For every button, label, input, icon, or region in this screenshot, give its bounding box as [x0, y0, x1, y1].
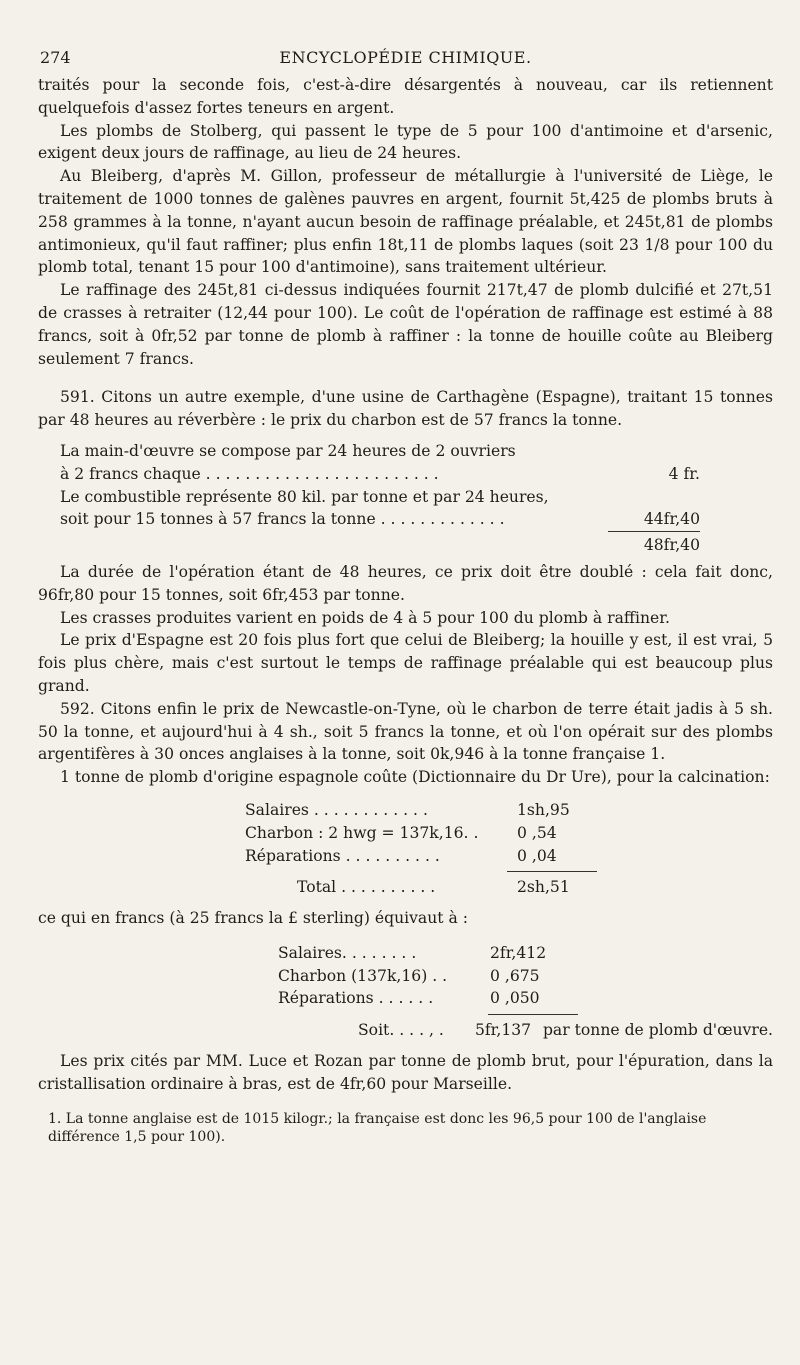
calc-line: La main-d'œuvre se compose par 24 heures de 2 ouvriers: [60, 441, 516, 460]
calc-line: à 2 francs chaque . . . . . . . . . . . . . . . . . . . . . . . .: [60, 464, 439, 483]
cost-calculation: [60, 440, 773, 557]
paragraph: 1 tonne de plomb d'origine espagnole coûte (Dictionnaire du Dr Ure), pour la calcination:: [60, 768, 770, 787]
paragraph: ce qui en francs (à 25 francs la £ sterling) équivaut à :: [38, 909, 469, 928]
table-value: 0 ,050: [490, 989, 540, 1008]
calc-line: soit pour 15 tonnes à 57 francs la tonne . . . . . . . . . . . . .: [60, 510, 505, 529]
calc-value: 4 fr.: [668, 464, 700, 483]
table-total-value: 5fr,137: [474, 1021, 532, 1040]
calc-value: 44fr,40: [643, 510, 700, 529]
table-total-label: Total . . . . . . . . . .: [297, 878, 436, 897]
table-total-label: Soit. . . . , .: [358, 1021, 444, 1040]
table-value: 0 ,675: [490, 966, 540, 985]
table-value: 0 ,04: [517, 846, 557, 865]
table-label: Salaires . . . . . . . . . . . .: [245, 800, 428, 819]
table-label: Réparations . . . . . . . . . .: [245, 846, 440, 865]
table-total-suffix: par tonne de plomb d'œuvre.: [542, 1021, 773, 1040]
paragraph: Les crasses produites varient en poids de 4 à 5 pour 100 du plomb à raffiner.: [60, 608, 670, 627]
table-label: Charbon : 2 hwg = 137k,16. .: [245, 823, 479, 842]
running-title: ENCYCLOPÉDIE CHIMIQUE.: [279, 48, 532, 67]
paragraph: Le raffinage des 245t,81 ci-dessus indiquées fournit 217t,47 de plomb dulcifié et 27t,51 de crasses à retraiter (12,44 pour 100). Le coût de l'opération de raffinage est estimé à 88 francs, soit à 0fr,52 par tonne de plomb à raffiner : la tonne de houille coûte au Bleiberg seulement 7 francs.: [38, 281, 773, 368]
paragraph: traités pour la seconde fois, c'est-à-dire désargentés à nouveau, car ils retiennent quelquefois d'assez fortes teneurs en argent.: [38, 76, 773, 117]
paragraph: 591. Citons un autre exemple, d'une usine de Carthagène (Espagne), traitant 15 tonnes par 48 heures au réverbère : le prix du charbon est de 57 francs la tonne.: [38, 388, 773, 430]
calc-total: 48fr,40: [608, 531, 700, 557]
table-value: 1sh,95: [517, 800, 570, 819]
calc-line: Le combustible représente 80 kil. par tonne et par 24 heures,: [60, 487, 549, 506]
page-header: [38, 44, 773, 74]
table-label: Réparations . . . . . .: [278, 989, 434, 1008]
page-number: 274: [40, 48, 71, 67]
table-label: Salaires. . . . . . . .: [278, 943, 417, 962]
footnote: 1. La tonne anglaise est de 1015 kilogr.; la française est donc les 96,5 pour 100 de l'anglaise différence 1,5 pour 100).: [48, 1110, 707, 1145]
table-value: 0 ,54: [517, 823, 557, 842]
paragraph: Les plombs de Stolberg, qui passent le type de 5 pour 100 d'antimoine et d'arsenic, exigent deux jours de raffinage, au lieu de 24 heures.: [38, 121, 773, 163]
paragraph: Les prix cités par MM. Luce et Rozan par tonne de plomb brut, pour l'épuration, dans la cristallisation ordinaire à bras, est de 4fr,60 pour Marseille.: [38, 1052, 773, 1093]
document-page: [38, 44, 773, 1146]
paragraph: La durée de l'opération étant de 48 heures, ce prix doit être doublé : cela fait donc, 96fr,80 pour 15 tonnes, soit 6fr,453 par tonne.: [38, 562, 773, 604]
table-value: 2fr,412: [490, 943, 547, 962]
table-label: Charbon (137k,16) . .: [278, 966, 448, 985]
cost-table-sterling: [245, 799, 773, 899]
table-total-value: 2sh,51: [517, 878, 570, 897]
paragraph: Au Bleiberg, d'après M. Gillon, professeur de métallurgie à l'université de Liège, le traitement de 1000 tonnes de galènes pauvres en argent, fournit 5t,425 de plombs bruts à 258 grammes à la tonne, n'ayant aucun besoin de raffinage préalable, et 245t,81 de plombs antimonieux, qu'il faut raffiner; plus enfin 18t,11 de plombs laques (soit 23 1/8 pour 100 du plomb total, tenant 15 pour 100 d'antimoine), sans traitement ultérieur.: [38, 167, 773, 277]
paragraph: 592. Citons enfin le prix de Newcastle-on-Tyne, où le charbon de terre était jadis à 5 sh. 50 la tonne, et aujourd'hui à 4 sh., soit 5 francs la tonne, et où l'on opérait sur des plombs argentifères à 30 onces anglaises à la tonne, soit 0k,946 à la tonne française 1.: [38, 699, 773, 764]
cost-table-francs: [278, 942, 773, 1042]
paragraph: Le prix d'Espagne est 20 fois plus fort que celui de Bleiberg; la houille y est, il est vrai, 5 fois plus chère, mais c'est surtout le temps de raffinage préalable qui est beaucoup plus grand.: [38, 631, 773, 695]
